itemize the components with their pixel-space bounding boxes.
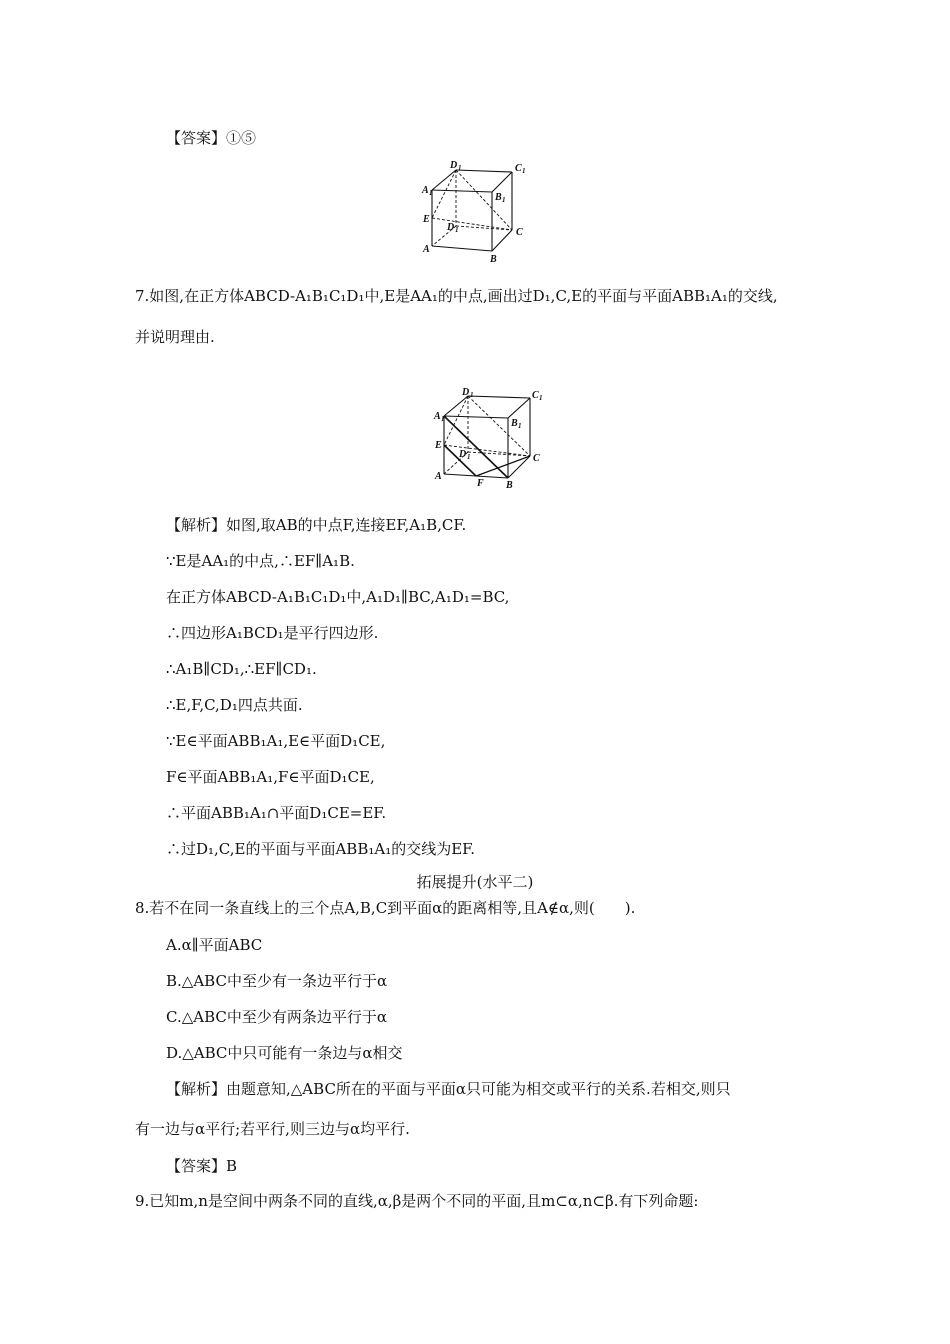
label-a: A (423, 244, 430, 255)
label-a1: A (422, 185, 429, 196)
q9-stem: 9.已知m,n是空间中两条不同的直线,α,β是两个不同的平面,且m⊂α,n⊂β.有下列命题: (135, 1192, 699, 1210)
q7-jiexi-0: 【解析】如图,取AB的中点F,连接EF,A₁B,CF. (166, 516, 467, 534)
q7-jiexi-7: F∈平面ABB₁A₁,F∈平面D₁CE, (166, 768, 375, 786)
cube-figure-1 (420, 158, 535, 266)
q8-jiexi-1: 【解析】由题意知,△ABC所在的平面与平面α只可能为相交或平行的关系.若相交,则只 (166, 1080, 731, 1098)
label-a1-sub: 1 (429, 189, 433, 197)
label-b1: B (495, 192, 502, 203)
label-d1: D (450, 160, 458, 171)
label-d1: D (462, 387, 470, 398)
label-d-sub: 1 (467, 453, 471, 461)
label-a1: A (434, 411, 441, 422)
q8-option-d: D.△ABC中只可能有一条边与α相交 (166, 1044, 403, 1062)
label-d-sub: 1 (455, 226, 459, 234)
q8-option-a: A.α∥平面ABC (166, 936, 263, 954)
q7-jiexi-4: ∴A₁B∥CD₁,∴EF∥CD₁. (166, 660, 317, 678)
label-d: D (447, 222, 455, 233)
label-a: A (435, 471, 442, 482)
cube-figure-2 (432, 386, 547, 492)
label-c1-sub: 1 (539, 394, 543, 402)
q7-jiexi-1: ∵E是AA₁的中点,∴EF∥A₁B. (166, 552, 355, 570)
q7-line1: 7.如图,在正方体ABCD-A₁B₁C₁D₁中,E是AA₁的中点,画出过D₁,C,E的平面与平面ABB₁A₁的交线, (135, 287, 778, 305)
q8-option-b: B.△ABC中至少有一条边平行于α (166, 972, 388, 990)
q8-jiexi-2: 有一边与α平行;若平行,则三边与α均平行. (135, 1120, 410, 1138)
label-b1: B (511, 418, 518, 429)
answer-6: 【答案】①⑤ (166, 129, 257, 147)
label-d1-sub: 1 (470, 391, 474, 399)
label-e: E (423, 214, 430, 225)
q7-jiexi-5: ∴E,F,C,D₁四点共面. (166, 696, 303, 714)
label-c1: C (532, 390, 539, 401)
section-title: 拓展提升(水平二) (416, 873, 534, 891)
q8-answer: 【答案】B (166, 1157, 238, 1175)
label-b1-sub: 1 (502, 196, 506, 204)
label-b: B (506, 480, 513, 491)
label-d: D (459, 449, 467, 460)
q7-jiexi-9: ∴过D₁,C,E的平面与平面ABB₁A₁的交线为EF. (166, 840, 475, 858)
q7-jiexi-8: ∴平面ABB₁A₁∩平面D₁CE=EF. (166, 804, 387, 822)
label-c: C (516, 227, 523, 238)
label-c1: C (515, 163, 522, 174)
q7-jiexi-6: ∵E∈平面ABB₁A₁,E∈平面D₁CE, (166, 732, 386, 750)
label-a1-sub: 1 (441, 415, 445, 423)
label-d1-sub: 1 (458, 164, 462, 172)
q7-jiexi-3: ∴四边形A₁BCD₁是平行四边形. (166, 624, 379, 642)
q7-jiexi-2: 在正方体ABCD-A₁B₁C₁D₁中,A₁D₁∥BC,A₁D₁=BC, (166, 588, 510, 606)
q8-option-c: C.△ABC中至少有两条边平行于α (166, 1008, 387, 1026)
label-b: B (490, 254, 497, 265)
label-b1-sub: 1 (518, 422, 522, 430)
q8-stem: 8.若不在同一条直线上的三个点A,B,C到平面α的距离相等,且A∉α,则( ). (135, 899, 636, 917)
label-c: C (533, 453, 540, 464)
q7-line2: 并说明理由. (135, 328, 215, 346)
label-c1-sub: 1 (522, 167, 526, 175)
label-f: F (477, 478, 484, 489)
label-e: E (435, 440, 442, 451)
